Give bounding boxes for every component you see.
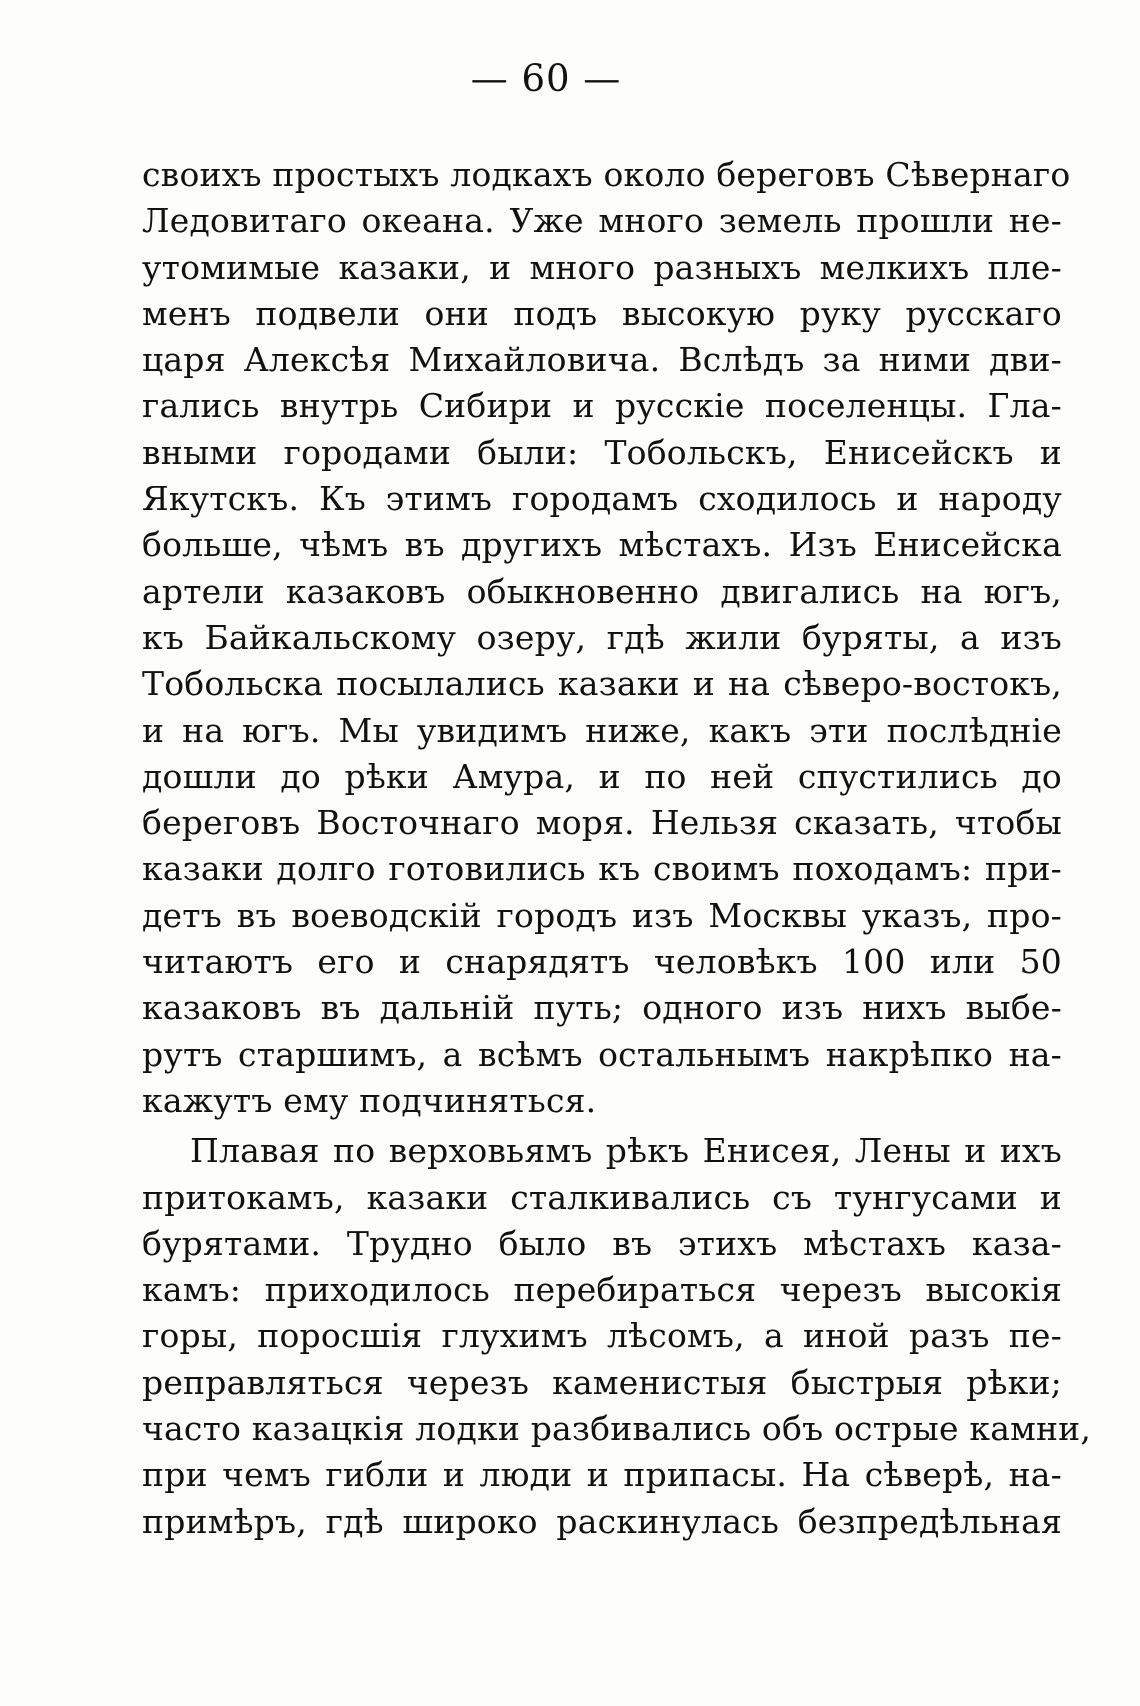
text-line: камъ: приходилось перебираться черезъ высокія: [142, 1270, 1062, 1310]
page-number: — 60 —: [470, 57, 622, 100]
text-line: детъ въ воеводскій городъ изъ Москвы указъ, про-: [142, 895, 1062, 935]
text-line: гались внутрь Сибири и русскіе поселенцы. Гла-: [142, 386, 1062, 426]
text-line: Якутскъ. Къ этимъ городамъ сходилось и народу: [142, 479, 1062, 519]
text-line: больше, чѣмъ въ другихъ мѣстахъ. Изъ Енисейска: [142, 525, 1062, 565]
text-line: при чемъ гибли и люди и припасы. На сѣверѣ, на-: [142, 1455, 1062, 1495]
text-line: менъ подвели они подъ высокую руку русскаго: [142, 293, 1062, 333]
text-line: и на югъ. Мы увидимъ ниже, какъ эти послѣдніе: [142, 710, 1062, 750]
paragraph-1: [142, 152, 1071, 1124]
body-text: [142, 152, 1092, 1545]
text-line: бурятами. Трудно было въ этихъ мѣстахъ каза-: [142, 1223, 1062, 1263]
text-line: царя Алексѣя Михайловича. Вслѣдъ за ними дви-: [142, 340, 1062, 380]
text-line: примѣръ, гдѣ широко раскинулась безпредѣльная: [142, 1501, 1062, 1541]
text-line: Ледовитаго океана. Уже много земель прошли не-: [142, 201, 1062, 241]
text-line: часто казацкія лодки разбивались объ острые камни,: [142, 1409, 1092, 1449]
text-line: утомимые казаки, и много разныхъ мелкихъ пле-: [142, 247, 1062, 287]
text-line: казаковъ въ дальній путь; одного изъ нихъ выбе-: [142, 988, 1062, 1028]
text-line: Тобольска посылались казаки и на сѣверо-востокъ,: [142, 664, 1062, 704]
text-line: Плавая по верховьямъ рѣкъ Енисея, Лены и ихъ: [190, 1131, 1062, 1171]
text-line: артели казаковъ обыкновенно двигались на югъ,: [142, 571, 1062, 611]
text-line: береговъ Восточнаго моря. Нельзя сказать, чтобы: [142, 803, 1062, 843]
text-line: притокамъ, казаки сталкивались съ тунгусами и: [142, 1177, 1062, 1217]
text-line: къ Байкальскому озеру, гдѣ жили буряты, а изъ: [142, 617, 1062, 657]
paragraph-2: [142, 1128, 1092, 1545]
text-line: кажутъ ему подчиняться.: [142, 1080, 597, 1120]
text-line: рутъ старшимъ, а всѣмъ остальнымъ накрѣпко на-: [142, 1034, 1062, 1074]
text-line: вными городами были: Тобольскъ, Енисейскъ и: [142, 432, 1062, 472]
text-line: читаютъ его и снарядятъ человѣкъ 100 или 50: [142, 942, 1062, 982]
text-line: реправляться черезъ каменистыя быстрыя рѣки;: [142, 1362, 1062, 1402]
text-line: дошли до рѣки Амура, и по ней спустились до: [142, 756, 1062, 796]
text-line: казаки долго готовились къ своимъ походамъ: при-: [142, 849, 1062, 889]
text-line: горы, поросшія глухимъ лѣсомъ, а иной разъ пе-: [142, 1316, 1062, 1356]
text-line: своихъ простыхъ лодкахъ около береговъ Сѣвернаго: [142, 155, 1071, 194]
